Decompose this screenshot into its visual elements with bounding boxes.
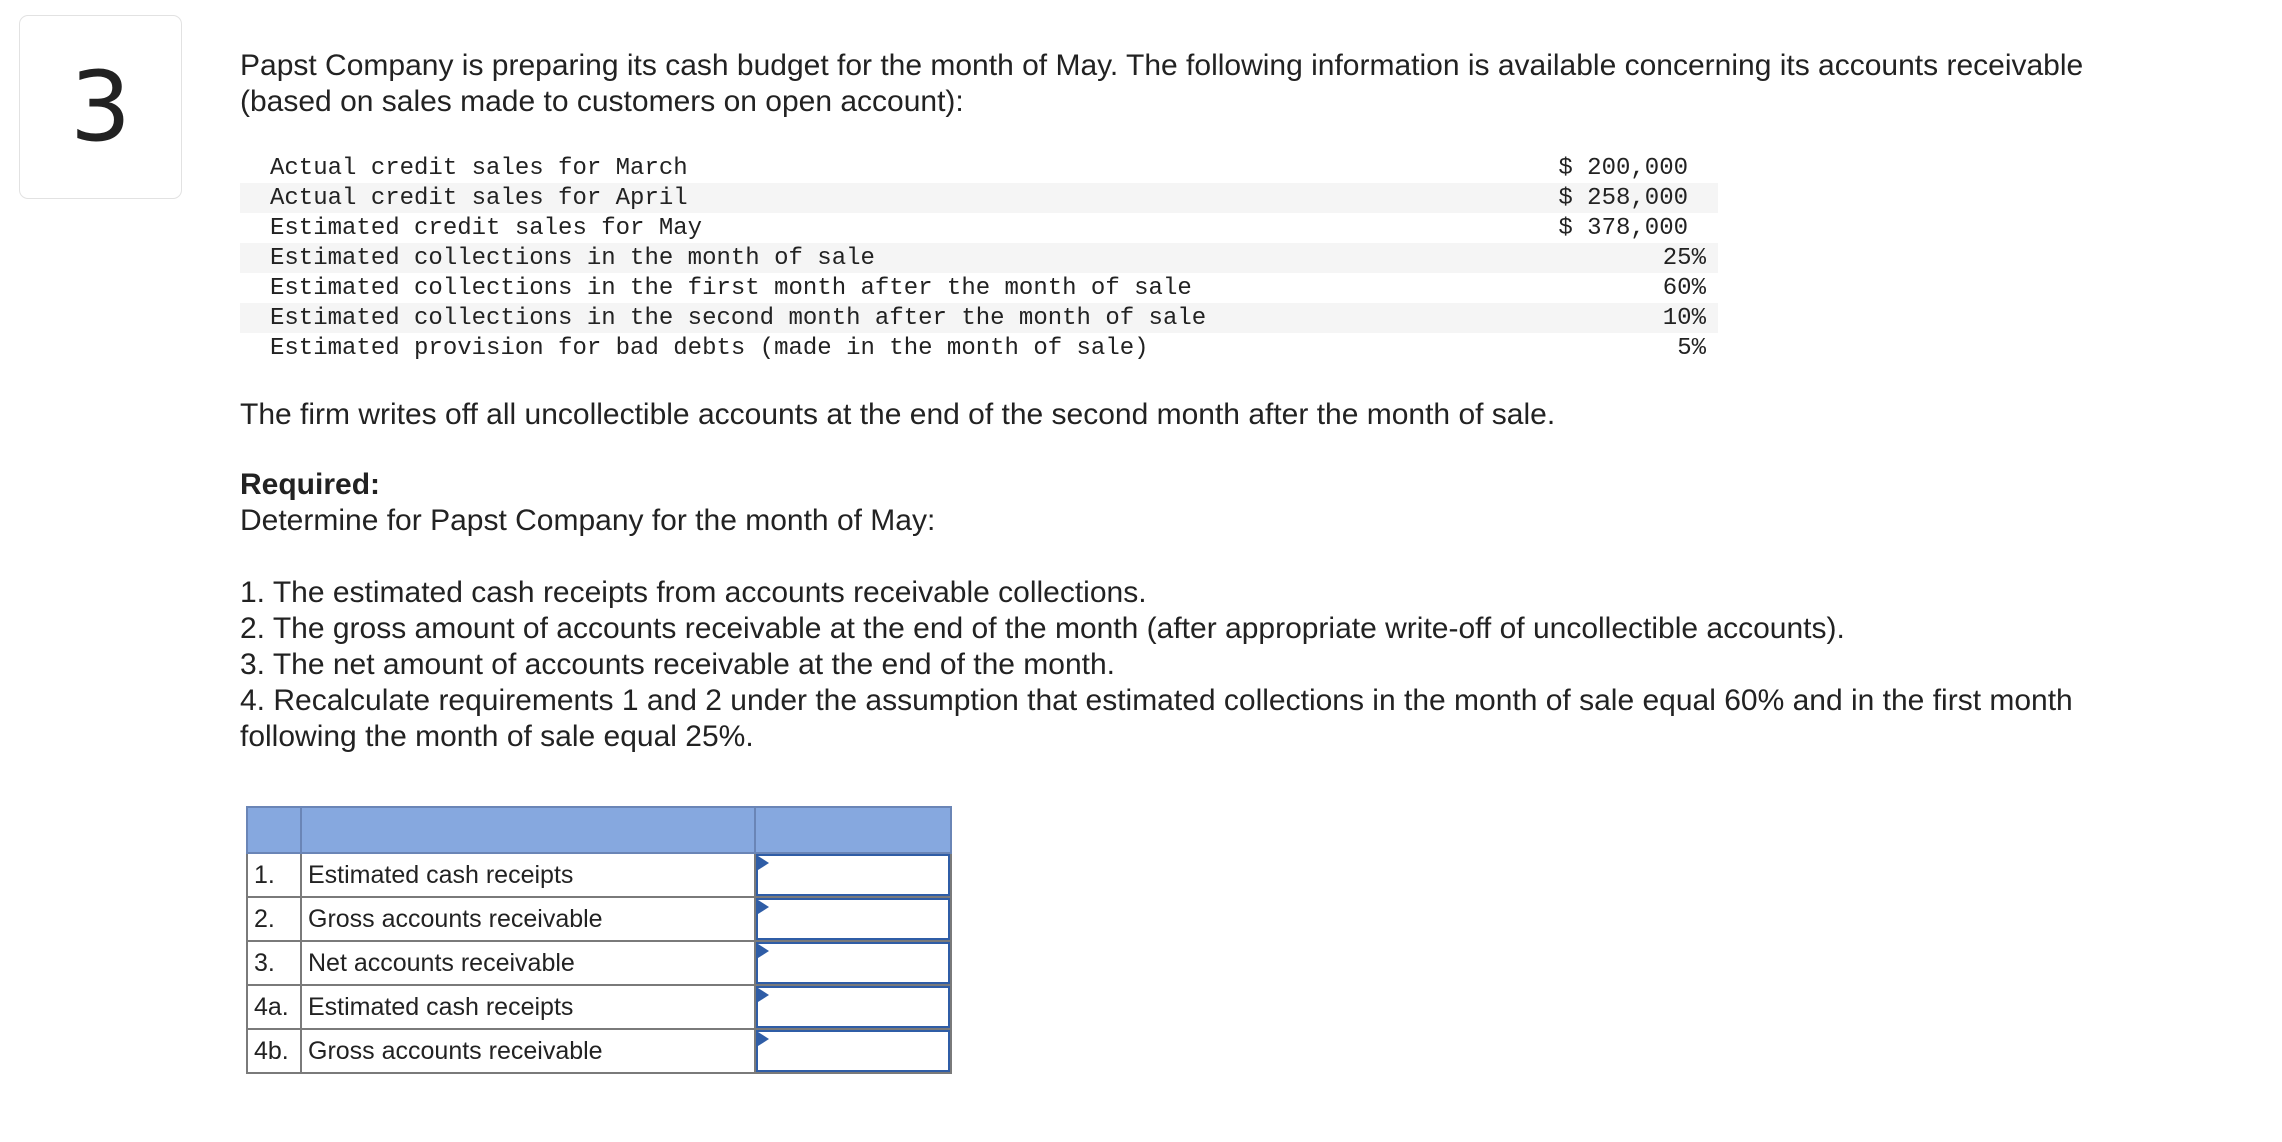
answer-input-cell — [755, 985, 951, 1029]
data-row-value: $ 378,000 — [1558, 214, 1688, 242]
data-row-value: $ 200,000 — [1558, 154, 1688, 182]
requirement-item: 2. The gross amount of accounts receivable at the end of the month (after appropriate write-off of uncollectible accounts). — [240, 612, 1845, 645]
given-data-table — [240, 153, 1718, 363]
requirement-item: 3. The net amount of accounts receivable at the end of the month. — [240, 648, 1116, 681]
data-row — [240, 243, 1718, 273]
requirement-item: 1. The estimated cash receipts from accounts receivable collections. — [240, 576, 1147, 609]
gross-accounts-receivable-input[interactable] — [756, 898, 950, 940]
header-cell-description — [301, 807, 755, 853]
required-heading: Required: — [240, 468, 381, 501]
data-row — [240, 333, 1718, 363]
answer-input-cell — [755, 853, 951, 897]
data-row-value: 10% — [1508, 303, 1718, 333]
recalc-estimated-cash-receipts-input[interactable] — [756, 986, 950, 1028]
answer-row — [247, 1029, 951, 1073]
header-cell-amount — [755, 807, 951, 853]
answer-row-label: Gross accounts receivable — [301, 1029, 755, 1073]
header-cell-number — [247, 807, 301, 853]
data-row-value: 25% — [1508, 243, 1718, 273]
answer-row-label: Estimated cash receipts — [301, 853, 755, 897]
answer-input-cell — [755, 941, 951, 985]
answer-row-label: Net accounts receivable — [301, 941, 755, 985]
data-row-label: Estimated provision for bad debts (made in the month of sale) — [270, 334, 1149, 362]
required-text: Determine for Papst Company for the month of May: — [240, 504, 936, 537]
answer-row-label: Estimated cash receipts — [301, 985, 755, 1029]
data-row-label: Estimated credit sales for May — [270, 214, 703, 242]
question-number: 3 — [69, 51, 132, 163]
answer-row — [247, 985, 951, 1029]
data-row — [240, 273, 1718, 303]
data-row-label: Estimated collections in the month of sale — [240, 243, 1508, 273]
answer-row-label: Gross accounts receivable — [301, 897, 755, 941]
data-row-label: Actual credit sales for March — [270, 154, 688, 182]
data-row-value: 60% — [1662, 274, 1706, 302]
answer-input-cell — [755, 897, 951, 941]
answer-row-number: 2. — [247, 897, 301, 941]
answer-row-number: 4a. — [247, 985, 301, 1029]
writeoff-note: The firm writes off all uncollectible accounts at the end of the second month after the month of sale. — [240, 398, 1556, 431]
data-row — [240, 303, 1718, 333]
data-row — [240, 183, 1718, 213]
answer-row-number: 1. — [247, 853, 301, 897]
data-row-value: $ 258,000 — [1508, 183, 1718, 213]
data-row-label: Actual credit sales for April — [240, 183, 1508, 213]
question-number-badge — [19, 15, 182, 199]
data-row-label: Estimated collections in the first month after the month of sale — [270, 274, 1192, 302]
answer-row-number: 4b. — [247, 1029, 301, 1073]
answer-input-cell — [755, 1029, 951, 1073]
answer-row — [247, 897, 951, 941]
data-row — [240, 153, 1718, 183]
data-row-value: 5% — [1677, 334, 1706, 362]
question-intro: Papst Company is preparing its cash budget for the month of May. The following information is available concerning its accounts receivable (based on sales made to customers on open account): — [240, 49, 2084, 118]
answer-row — [247, 853, 951, 897]
requirements-list — [240, 575, 2120, 755]
estimated-cash-receipts-input[interactable] — [756, 854, 950, 896]
data-row-label: Estimated collections in the second month after the month of sale — [240, 303, 1508, 333]
answer-row-number: 3. — [247, 941, 301, 985]
answer-table — [246, 806, 952, 1074]
answer-header-row — [247, 807, 951, 853]
net-accounts-receivable-input[interactable] — [756, 942, 950, 984]
requirement-item: 4. Recalculate requirements 1 and 2 under the assumption that estimated collections in the month of sale equal 60% and in the first month following the month of sale equal 25%. — [240, 684, 2073, 753]
question-content — [240, 48, 2120, 755]
answer-row — [247, 941, 951, 985]
data-row — [240, 213, 1718, 243]
recalc-gross-accounts-receivable-input[interactable] — [756, 1030, 950, 1072]
